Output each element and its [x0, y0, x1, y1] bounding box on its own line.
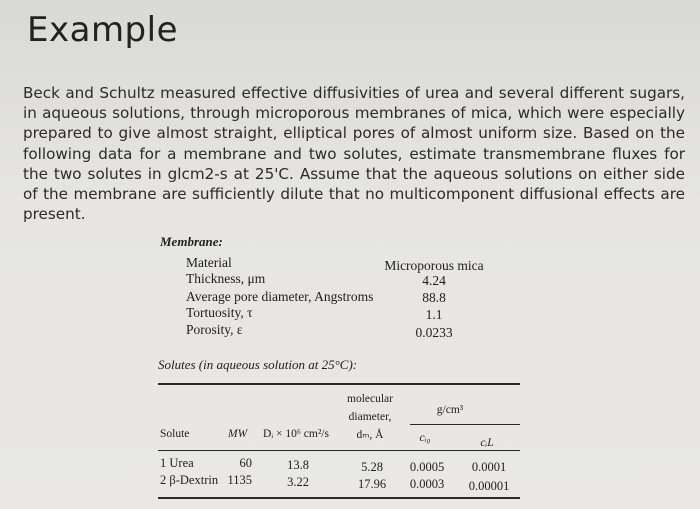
header-diffusivity: Dᵢ × 10⁶ cm²/s: [263, 428, 329, 440]
membrane-label-pore-diameter: Average pore diameter, Angstroms: [186, 289, 374, 304]
table-bottom-rule: [158, 497, 520, 499]
cell-c0: 0.0003: [409, 477, 445, 491]
header-mw: MW: [228, 428, 248, 440]
solutes-heading: Solutes (in aqueous solution at 25°C):: [158, 357, 358, 372]
membrane-value-pore-diameter: 88.8: [422, 290, 446, 305]
membrane-value-material: Microporous mica: [384, 258, 484, 273]
cell-solute: 2 β-Dextrin: [160, 473, 219, 487]
problem-statement: Beck and Schultz measured effective diffusivities of urea and several different sugars, in aqueous solutions, through microporous membranes of mica, which were especially prepared to give almost straight, elliptical pores of almost uniform size. Based on the following data for a membrane and two solutes, estimate transmembrane fluxes for the two solutes in glcm2-s at 25'C. Assume that the aqueous solutions on either side of the membrane are sufficiently dilute that no multicomponent diffusional effects are present.: [23, 84, 685, 224]
cell-diffusivity: 13.8: [287, 458, 309, 472]
slide-title: Example: [27, 10, 179, 50]
header-diameter-line1: molecular: [347, 393, 393, 405]
cell-diffusivity: 3.22: [287, 475, 309, 489]
header-diameter-line2: diameter,: [348, 411, 392, 423]
cell-diameter: 5.28: [361, 460, 383, 474]
concentration-unit-rule: [410, 424, 520, 425]
cell-cL: 0.00001: [468, 479, 510, 493]
membrane-label-tortuosity: Tortuosity, τ: [186, 305, 253, 320]
table-header-rule: [158, 450, 520, 451]
membrane-label-porosity: Porosity, ε: [186, 322, 243, 337]
membrane-label-material: Material: [186, 255, 232, 270]
membrane-heading: Membrane:: [160, 234, 223, 249]
cell-mw: 60: [239, 456, 252, 470]
table-top-rule: [158, 383, 520, 385]
header-concentration-unit: g/cm³: [436, 404, 464, 416]
membrane-label-thickness: Thickness, μm: [186, 271, 266, 286]
membrane-value-thickness: 4.24: [422, 273, 446, 288]
cell-mw: 1135: [227, 473, 252, 487]
cell-diameter: 17.96: [357, 477, 387, 491]
cell-c0: 0.0005: [409, 460, 445, 474]
cell-cL: 0.0001: [471, 460, 507, 474]
header-solute: Solute: [160, 428, 190, 440]
membrane-value-tortuosity: 1.1: [425, 307, 443, 322]
cell-solute: 1 Urea: [160, 456, 194, 470]
header-diameter-line3: dₘ, Å: [356, 429, 384, 441]
membrane-value-porosity: 0.0233: [415, 325, 453, 340]
header-c0: cᵢ₀: [419, 432, 431, 444]
header-cL: cᵢL: [480, 437, 494, 449]
